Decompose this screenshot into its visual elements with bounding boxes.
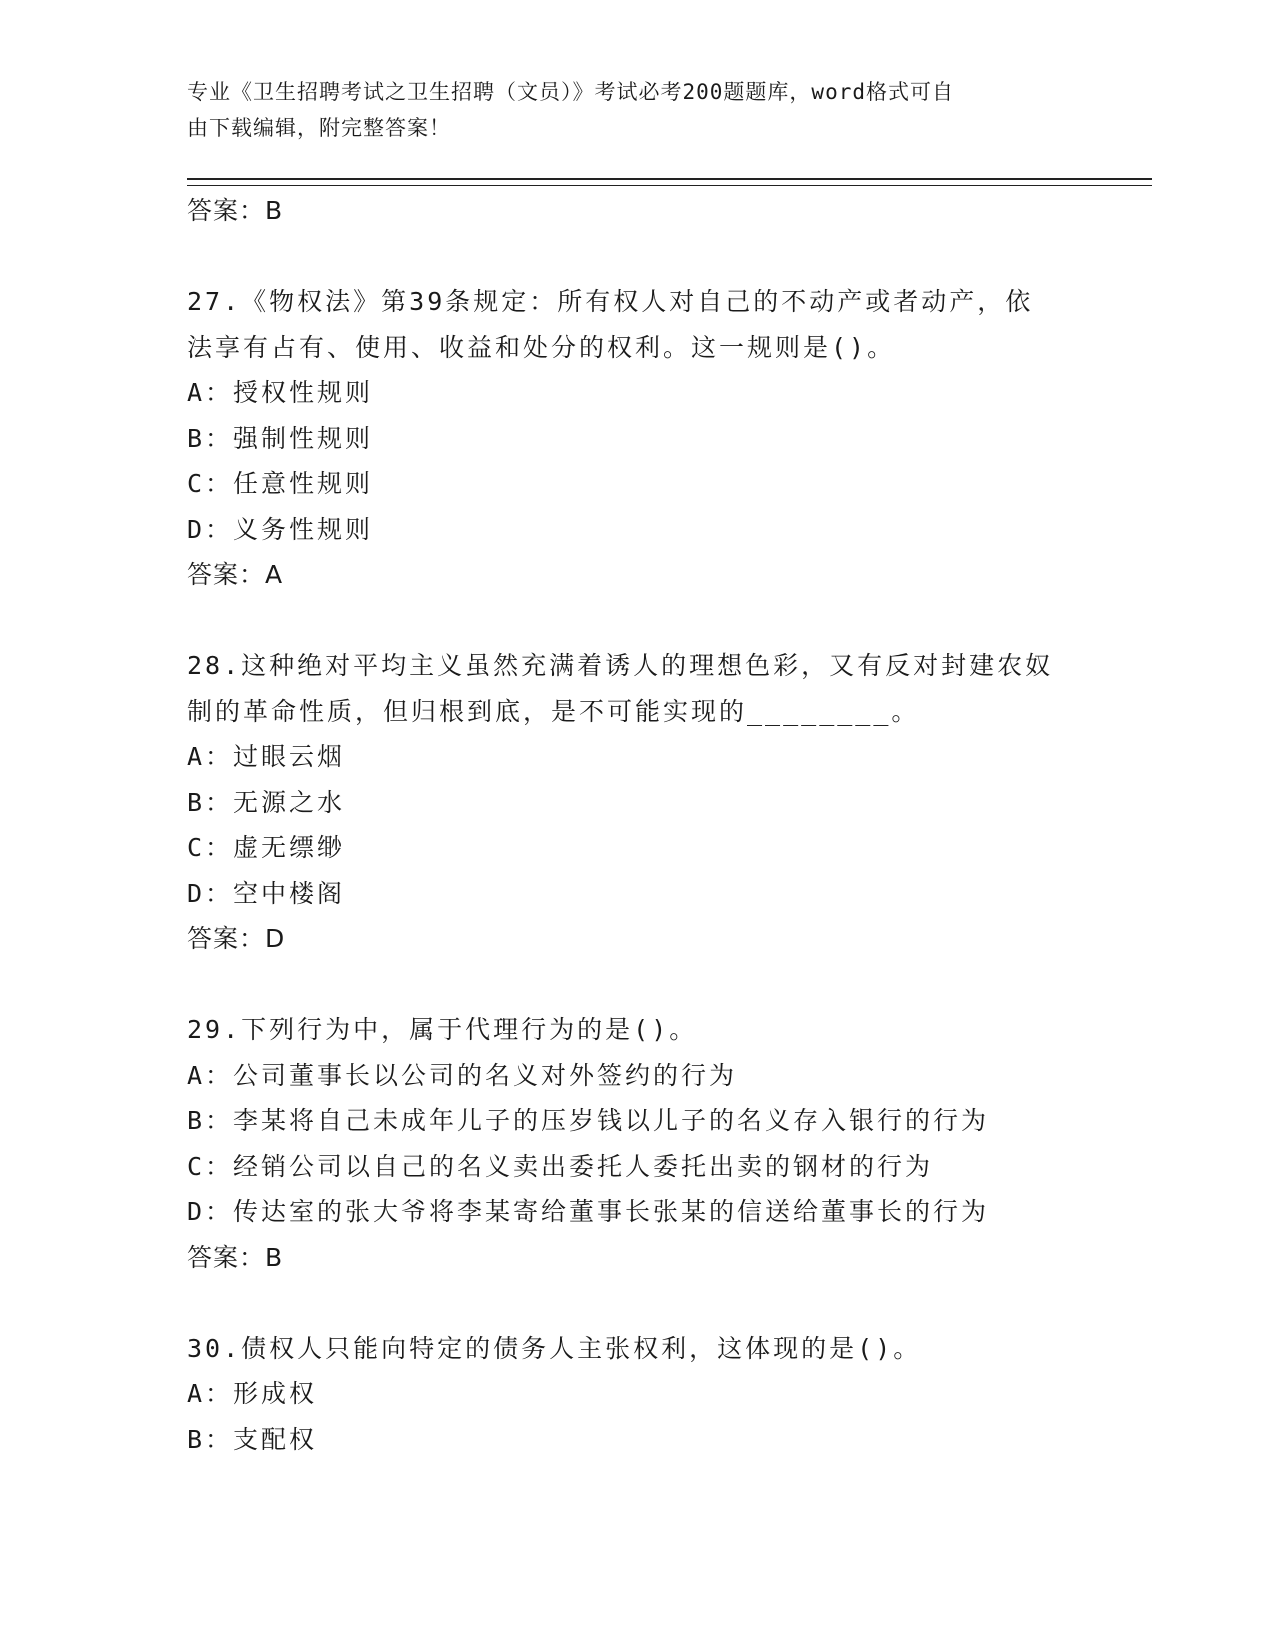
answer-line: 答案：B — [187, 196, 284, 225]
header-divider — [187, 178, 1152, 186]
question-text-line: 30.债权人只能向特定的债务人主张权利，这体现的是()。 — [187, 1333, 922, 1363]
question-text-line: 29.下列行为中，属于代理行为的是()。 — [187, 1015, 698, 1044]
question-29 — [187, 1007, 1087, 1280]
answer-line: 答案：A — [187, 560, 284, 589]
option-d: D：传达室的张大爷将李某寄给董事长张某的信送给董事长的行为 — [187, 1197, 990, 1226]
answer-line: 答案：B — [187, 1242, 284, 1272]
question-text-line: 法享有占有、使用、收益和处分的权利。这一规则是()。 — [187, 332, 896, 362]
option-c: C：虚无缥缈 — [187, 833, 346, 862]
spacer — [187, 234, 1087, 280]
option-c: C：经销公司以自己的名义卖出委托人委托出卖的钢材的行为 — [187, 1151, 934, 1181]
option-d: D：空中楼阁 — [187, 878, 346, 908]
option-a: A：授权性规则 — [187, 378, 374, 407]
option-a: A：过眼云烟 — [187, 742, 346, 771]
question-30 — [187, 1326, 1087, 1463]
option-c: C：任意性规则 — [187, 469, 374, 498]
option-a: A：公司董事长以公司的名义对外签约的行为 — [187, 1060, 738, 1090]
spacer — [187, 962, 1087, 1008]
answer-line: 答案：D — [187, 924, 286, 953]
page-header — [187, 74, 1067, 146]
option-b: B：李某将自己未成年儿子的压岁钱以儿子的名义存入银行的行为 — [187, 1106, 990, 1135]
question-text-line: 28.这种绝对平均主义虽然充满着诱人的理想色彩，又有反对封建农奴 — [187, 651, 1054, 680]
header-line-1: 专业《卫生招聘考试之卫生招聘（文员）》考试必考200题题库，word格式可自 — [187, 80, 954, 104]
question-27 — [187, 279, 1087, 598]
spacer — [187, 598, 1087, 644]
option-a: A：形成权 — [187, 1379, 318, 1408]
option-d: D：义务性规则 — [187, 514, 374, 544]
spacer — [187, 1280, 1087, 1326]
question-text-line: 27.《物权法》第39条规定：所有权人对自己的不动产或者动产，依 — [187, 287, 1034, 316]
option-b: B：强制性规则 — [187, 423, 374, 453]
header-line-2: 由下载编辑，附完整答案！ — [187, 116, 451, 140]
option-b: B：支配权 — [187, 1424, 318, 1454]
question-list — [187, 188, 1087, 1462]
question-28 — [187, 643, 1087, 962]
question-text-line: 制的革命性质，但归根到底，是不可能实现的________。 — [187, 696, 920, 726]
option-b: B：无源之水 — [187, 787, 346, 817]
